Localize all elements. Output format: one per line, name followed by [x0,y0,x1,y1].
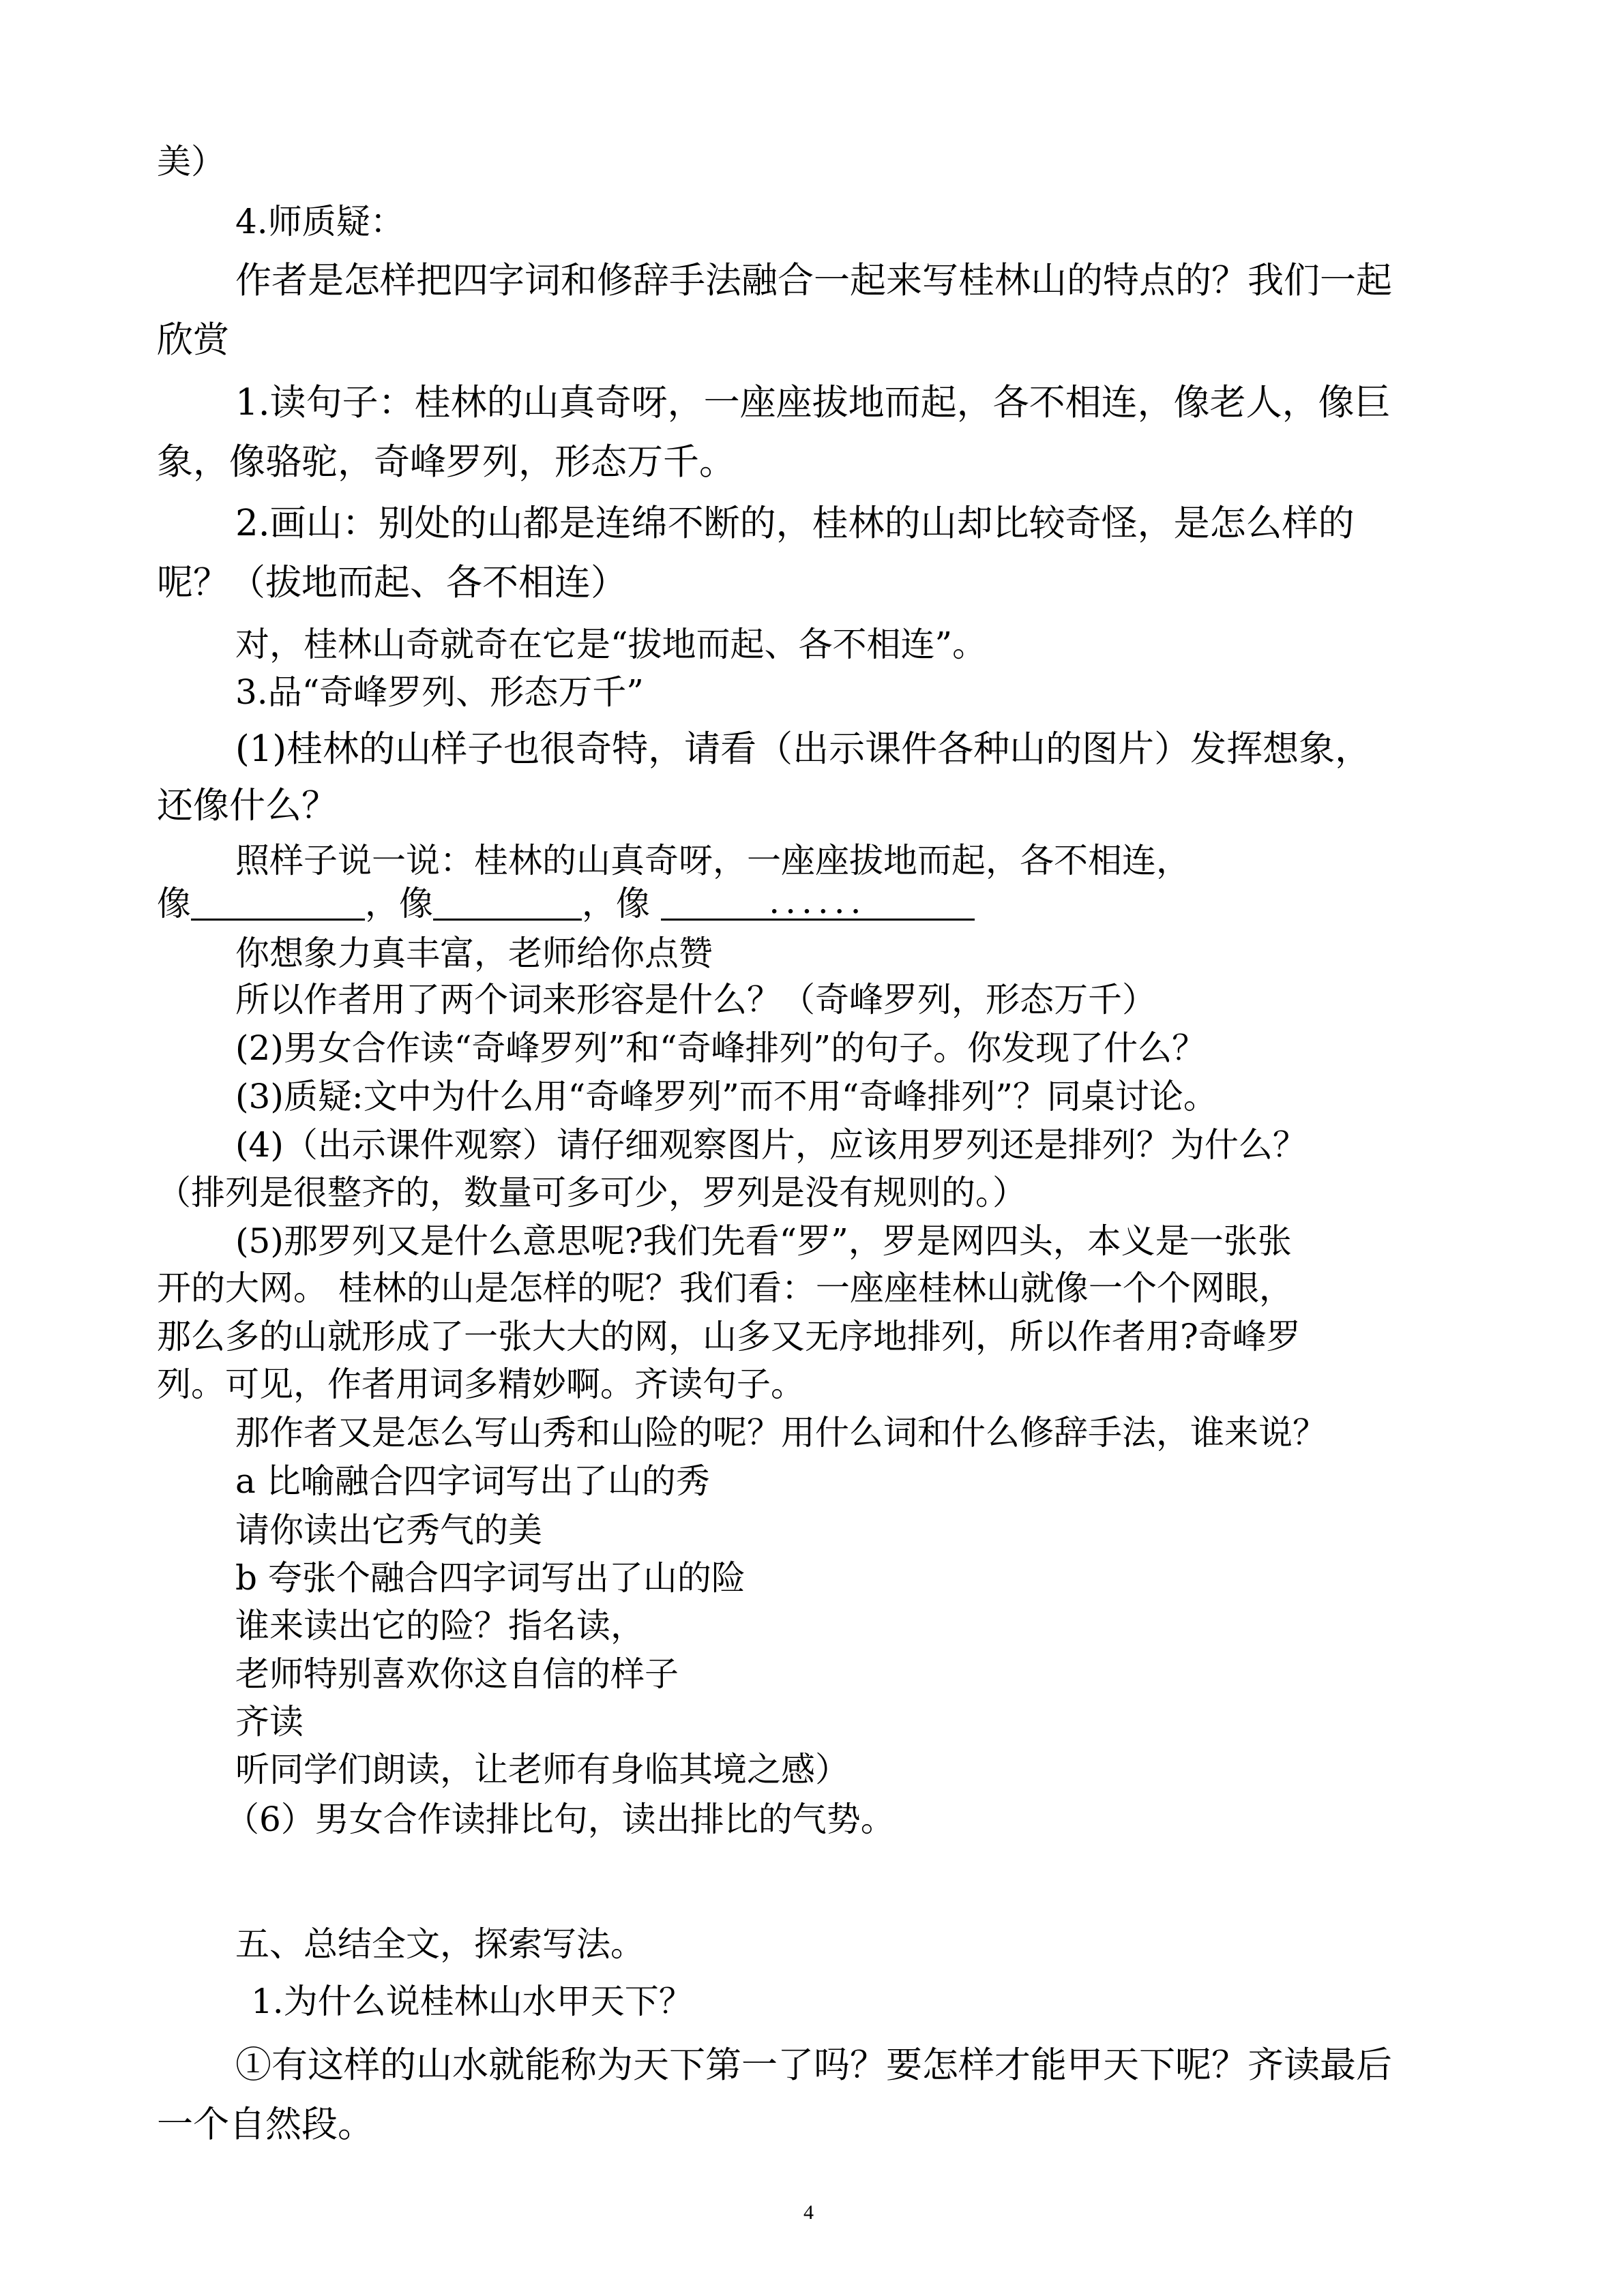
text-line: 齐读 [235,1702,304,1742]
text-line: 照样子说一说：桂林的山真奇呀，一座座拔地而起，各不相连， [235,841,1190,880]
fill-in-prefix: 像 [157,884,191,923]
text-line: 一个自然段。 [157,2104,374,2145]
text-line: 老师特别喜欢你这自信的样子 [235,1654,679,1694]
text-line: 欣赏 [157,319,229,361]
fill-in-separator-1: ，像 [365,884,433,923]
text-line: 谁来读出它的险？指名读， [235,1606,645,1645]
text-line: 对，桂林山奇就奇在它是“拔地而起、各不相连”。 [235,625,987,664]
text-line: 那么多的山就形成了一张大大的网，山多又无序地排列，所以作者用?奇峰罗 [157,1317,1301,1356]
fill-in-blank-3: ...... [661,884,975,921]
fill-in-blank-2 [433,884,582,921]
page-number: 4 [803,2201,814,2224]
text-line: (5)那罗列又是什么意思呢?我们先看“罗”，罗是网四头，本义是一张张 [235,1221,1292,1261]
text-line: 3.品“奇峰罗列、形态万千” [235,672,644,712]
text-line: 4.师质疑： [235,202,404,241]
fill-in-blank-1 [191,884,365,921]
text-line: 请你读出它秀气的美 [235,1510,542,1550]
text-line: 那作者又是怎么写山秀和山险的呢？用什么词和什么修辞手法，谁来说？ [235,1413,1327,1452]
text-line: （6）男女合作读排比句，读出排比的气势。 [225,1800,895,1839]
text-line: ①有这样的山水就能称为天下第一了吗？要怎样才能甲天下呢？齐读最后 [235,2044,1392,2086]
text-line: 呢？（拔地而起、各不相连） [157,562,627,603]
text-line: （排列是很整齐的，数量可多可少，罗列是没有规则的。） [157,1173,1027,1212]
fill-in-separator-2: ，像 [582,884,650,923]
text-line: 1.为什么说桂林山水甲天下？ [251,1982,693,2021]
text-line: 象，像骆驼，奇峰罗列，形态万千。 [157,441,735,483]
text-line: a 比喻融合四字词写出了山的秀 [235,1461,710,1501]
text-line: 开的大网。 桂林的山是怎样的呢？我们看：一座座桂林山就像一个个网眼， [157,1268,1293,1308]
text-line: (3)质疑:文中为什么用“奇峰罗列”而不用“奇峰排列”？同桌讨论。 [235,1077,1217,1116]
text-line: b 夸张个融合四字词写出了山的险 [235,1558,745,1598]
text-line: 列。可见，作者用词多精妙啊。齐读句子。 [157,1365,805,1404]
fill-in-line [157,884,975,921]
text-line: 所以作者用了两个词来形容是什么？（奇峰罗列，形态万千） [235,980,1156,1019]
text-line: (4)（出示课件观察）请仔细观察图片，应该用罗列还是排列？为什么？ [235,1125,1307,1165]
text-line: 听同学们朗读，让老师有身临其境之感） [235,1750,849,1789]
text-line: 你想象力真丰富，老师给你点赞 [235,934,713,973]
text-line: 1.读句子：桂林的山真奇呀，一座座拔地而起，各不相连，像老人，像巨 [235,382,1391,423]
text-line: (2)男女合作读“奇峰罗列”和“奇峰排列”的句子。你发现了什么？ [235,1028,1207,1068]
section-heading: 五、总结全文，探索写法。 [235,1924,645,1964]
text-line: 还像什么？ [157,785,338,826]
text-line: 美） [157,142,225,181]
text-line: (1)桂林的山样子也很奇特，请看（出示课件各种山的图片）发挥想象， [235,728,1372,770]
text-line: 作者是怎样把四字词和修辞手法融合一起来写桂林山的特点的？我们一起 [235,260,1392,301]
text-line: 2.画山：别处的山都是连绵不断的，桂林的山却比较奇怪，是怎么样的 [235,503,1355,544]
